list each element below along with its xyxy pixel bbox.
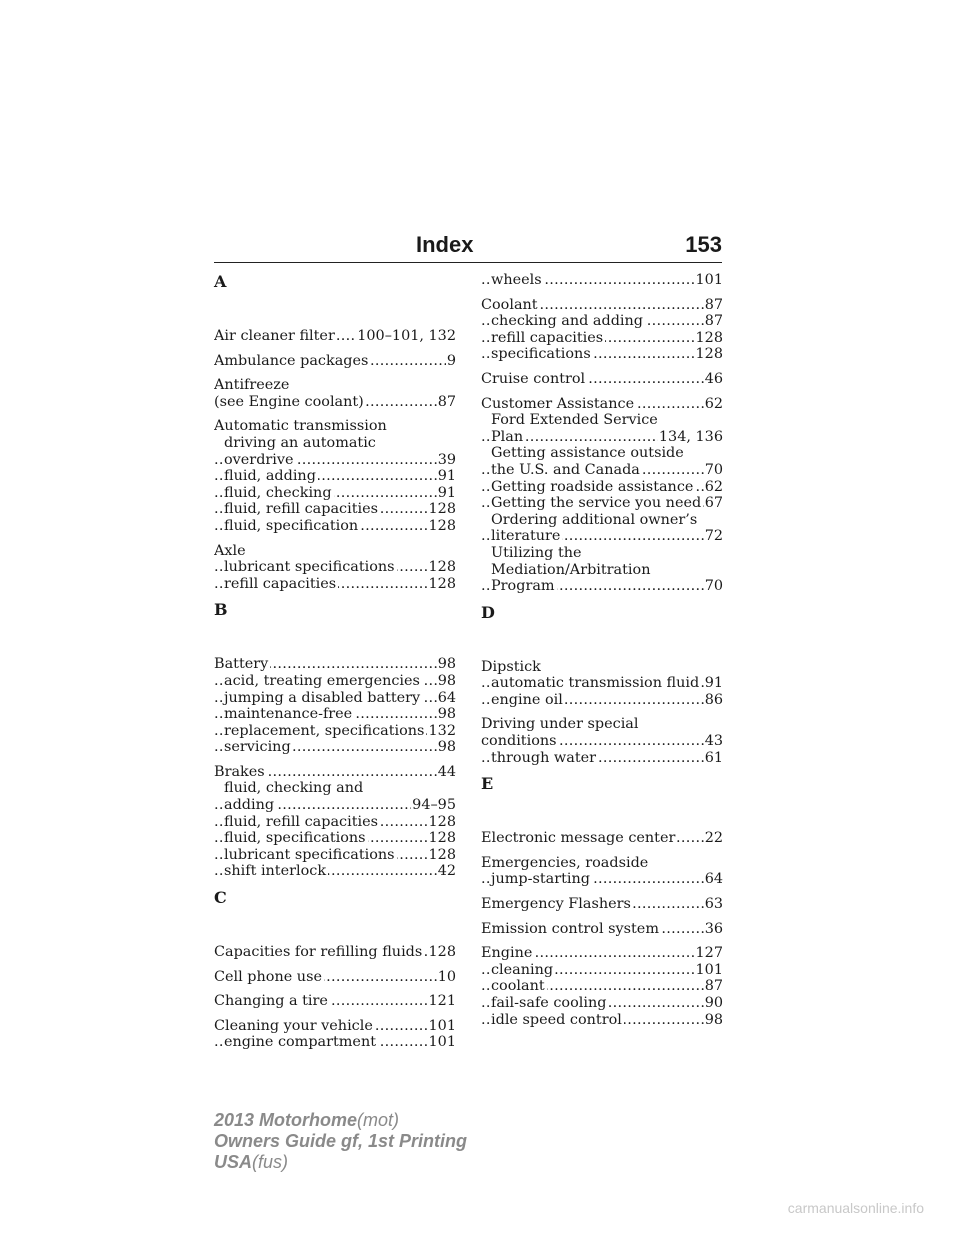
index-entry-line [214,656,456,673]
index-subentry [214,1034,456,1051]
entry-page-ref[interactable]: 127 [695,945,723,962]
entry-text: jumping a disabled battery [224,689,421,706]
entry-text: fluid, checking [224,484,332,501]
index-subentry [214,847,456,864]
index-subentry [481,675,723,692]
entry-text: Plan [491,428,524,445]
entry-page-ref[interactable]: 67 [704,495,723,512]
footer-model-code: (mot) [357,1110,400,1130]
entry-text: Getting the service you need [491,495,702,512]
entry-page-ref[interactable]: 128 [428,944,456,961]
entry-page-ref[interactable]: 87 [704,313,723,330]
index-entry [481,297,723,363]
index-subentry [481,562,723,579]
entry-page-ref[interactable]: 64 [704,871,723,888]
index-subentry [214,780,456,797]
index-entry-line [481,659,723,676]
index-subentry [481,462,723,479]
index-entry-line [481,733,723,750]
entry-page-ref[interactable]: 128 [428,813,456,830]
index-subentry [481,750,723,767]
index-subentry [481,429,723,446]
index-subentry [481,330,723,347]
entry-page-ref[interactable]: 98 [437,656,456,673]
entry-page-ref[interactable]: 94–95 [412,797,456,814]
index-subentry [481,272,723,289]
section-letter: A [214,272,227,291]
entry-page-ref[interactable]: 91 [437,468,456,485]
section-letter: D [481,602,495,622]
index-entry-line [481,396,723,413]
index-subentry [214,723,456,740]
index-entry [214,377,456,410]
entry-text: fluid, refill capacities [224,501,378,518]
entry-page-ref[interactable]: 128 [428,830,456,847]
entry-page-ref[interactable]: 36 [704,920,723,937]
entry-text: coolant [491,978,545,995]
entry-page-ref[interactable]: 132 [428,722,456,739]
entry-text: Mediation/Arbitration [491,561,651,578]
index-subentry [214,559,456,576]
entry-text: fail-safe cooling [491,995,607,1011]
entry-page-ref[interactable]: 128 [428,517,456,534]
entry-page-ref[interactable]: 100–101, 132 [357,328,456,344]
entry-text: lubricant specifications [224,559,395,576]
entry-page-ref[interactable]: 134, 136 [658,428,723,445]
entry-page-ref[interactable]: 42 [437,863,456,880]
index-entry-line [214,969,456,986]
entry-text: Emission control system [481,920,659,937]
entry-page-ref[interactable]: 101 [428,1034,456,1051]
footer-market: USA [214,1152,253,1172]
entry-text: servicing [224,739,291,756]
entry-page-ref[interactable]: 22 [704,830,723,847]
entry-page-ref[interactable]: 128 [428,501,456,518]
entry-text: Dipstick [481,658,541,675]
index-entry [214,353,456,370]
index-subentry [481,962,723,979]
entry-page-ref[interactable]: 63 [704,896,723,913]
entry-page-ref[interactable]: 128 [428,575,456,592]
index-entry-line [481,855,723,872]
entry-page-ref[interactable]: 46 [704,370,723,387]
index-subentry [214,485,456,502]
entry-text: replacement, specifications [224,722,425,739]
entry-text: Utilizing the [491,544,582,561]
index-subentry [481,495,723,512]
index-subentry [481,528,723,545]
entry-page-ref[interactable]: 101 [695,272,723,288]
entry-text: Coolant [481,296,538,313]
entry-text: specifications [491,346,591,363]
entry-text: checking and adding [491,313,644,330]
entry-page-ref[interactable]: 39 [437,451,456,468]
entry-page-ref[interactable]: 43 [704,733,723,750]
index-entry [214,656,456,756]
index-subentry [214,435,456,452]
index-entry-line [214,1018,456,1035]
index-subentry [481,512,723,529]
index-entry-line [214,353,456,370]
index-entry-line [481,896,723,913]
entry-page-ref[interactable]: 128 [428,559,456,576]
entry-page-ref[interactable]: 98 [437,672,456,689]
entry-text: shift interlock [224,863,327,880]
entry-text: lubricant specifications [224,846,395,863]
footer [214,1110,467,1173]
index-subentry [214,518,456,535]
entry-text: refill capacities [491,329,604,346]
index-entry-line [214,418,456,435]
index-entry-line [214,328,456,345]
section-letter: B [214,600,228,620]
index-entry [214,993,456,1010]
entry-page-ref[interactable]: 9 [446,352,456,369]
index-subentry [214,739,456,756]
entry-text: Emergency Flashers [481,896,631,913]
entry-page-ref[interactable]: 121 [428,993,456,1010]
index-entry [214,1018,456,1051]
entry-text: Brakes [214,763,265,780]
index-subentry [214,797,456,814]
index-subentry [214,576,456,593]
index-column-left [214,272,456,1059]
entry-page-ref[interactable]: 70 [704,578,723,595]
index-entry-line [214,993,456,1010]
index-subentry [481,479,723,496]
index-entry-line [214,944,456,961]
entry-page-ref[interactable]: 72 [704,528,723,545]
entry-page-ref[interactable]: 98 [437,739,456,756]
index-subentry [481,412,723,429]
entry-text: maintenance-free [224,706,353,723]
index-entry-line [214,543,456,560]
index-entry-line [214,764,456,781]
index-subentry [214,452,456,469]
entry-text: literature [491,528,561,545]
index-subentry [481,445,723,462]
entry-page-ref[interactable]: 87 [704,978,723,995]
index-subentry [481,313,723,330]
entry-page-ref[interactable]: 128 [695,329,723,346]
index-entry [481,659,723,709]
entry-text: Ordering additional owner’s [491,511,698,528]
index-subentry [481,978,723,995]
entry-text: Axle [214,542,246,559]
entry-text: Getting assistance outside [491,445,684,462]
index-entry [481,896,723,913]
index-entry [481,855,723,888]
footer-model: 2013 Motorhome [214,1110,358,1130]
entry-page-ref[interactable]: 91 [704,675,723,692]
entry-text: Ambulance packages [214,352,369,369]
index-entry [481,830,723,847]
entry-text: fluid, specifications [224,830,366,847]
entry-text: Air cleaner filter [214,328,335,344]
entry-text: Cruise control [481,370,586,387]
index-entry-line [481,371,723,388]
index-subentry [214,814,456,831]
index-subentry [214,468,456,485]
entry-text: through water [491,749,596,766]
index-subentry [481,1012,723,1029]
entry-text: Capacities for refilling fluids [214,944,423,961]
entry-page-ref[interactable]: 44 [437,763,456,780]
index-entry [481,371,723,388]
entry-text: fluid, refill capacities [224,813,378,830]
entry-text: Customer Assistance [481,395,635,412]
entry-text: Antifreeze [214,377,290,394]
entry-text: jump-starting [491,871,590,888]
index-entry-line [214,377,456,394]
footer-guide: Owners Guide gf, 1st Printing [214,1131,468,1151]
entry-page-ref[interactable]: 128 [695,346,723,363]
entry-text: fluid, specification [224,517,359,534]
entry-text: Electronic message center [481,830,676,847]
entry-text: engine oil [491,691,563,708]
entry-text: Engine [481,945,533,962]
entry-text: wheels [491,272,542,288]
entry-page-ref[interactable]: 87 [437,393,456,410]
index-subentry [214,501,456,518]
entry-text: Automatic transmission [214,418,387,435]
page-header [214,228,722,263]
entry-page-ref[interactable]: 101 [695,961,723,978]
entry-page-ref[interactable]: 70 [704,461,723,478]
index-entry-line [481,921,723,938]
entry-text: the U.S. and Canada [491,461,640,478]
entry-text: Cleaning your vehicle [214,1017,373,1034]
section-letter: C [214,888,227,908]
index-entry [481,272,723,289]
index-entry-line [481,945,723,962]
entry-page-ref[interactable]: 98 [437,706,456,723]
page-number: 153 [685,232,722,257]
footer-market-code: (fus) [252,1152,289,1172]
entry-text: (see Engine coolant) [214,393,364,410]
entry-page-ref[interactable]: 128 [428,846,456,863]
entry-text: overdrive [224,451,294,468]
entry-page-ref[interactable]: 101 [428,1017,456,1034]
entry-text: Changing a tire [214,993,328,1010]
index-entry [214,328,456,345]
index-entry [481,716,723,766]
index-subentry [481,871,723,888]
section-letter: E [481,774,494,794]
entry-page-ref[interactable]: 98 [704,1011,723,1028]
entry-text: Program [491,578,555,595]
entry-page-ref[interactable]: 90 [704,995,723,1011]
index-entry [214,764,456,880]
index-entry [481,396,723,595]
index-subentry [481,545,723,562]
entry-text: Cell phone use [214,968,322,985]
entry-text: Getting roadside assistance [491,478,694,495]
entry-text: automatic transmission fluid [491,675,700,692]
index-entry-line [481,830,723,847]
index-subentry [481,692,723,709]
index-entry [481,921,723,938]
watermark: carmanualsonline.info [787,1200,924,1216]
entry-page-ref[interactable]: 64 [437,689,456,706]
entry-page-ref[interactable]: 91 [437,484,456,501]
entry-text: adding [224,797,275,814]
index-subentry [481,995,723,1012]
entry-text: cleaning [491,961,554,978]
entry-text: conditions [481,733,557,750]
index-entry-line [481,297,723,314]
entry-text: fluid, adding [224,468,316,485]
entry-page-ref[interactable]: 86 [704,691,723,708]
entry-text: Driving under special [481,716,639,733]
page-title: Index [416,232,474,257]
entry-text: driving an automatic [224,434,376,451]
index-subentry [214,673,456,690]
index-entry [214,969,456,986]
index-entry-line [214,394,456,411]
entry-text: engine compartment [224,1034,376,1051]
entry-page-ref[interactable]: 62 [704,478,723,495]
index-entry [214,944,456,961]
entry-page-ref[interactable]: 87 [704,296,723,313]
index-subentry [214,690,456,707]
index-entry [214,543,456,593]
index-entry [481,945,723,1028]
index-subentry [214,863,456,880]
entry-text: fluid, checking and [224,780,364,797]
index-entry [214,418,456,534]
entry-text: refill capacities [224,575,337,592]
index-subentry [481,346,723,363]
index-subentry [214,706,456,723]
entry-page-ref[interactable]: 62 [704,395,723,412]
entry-text: Emergencies, roadside [481,854,649,871]
index-subentry [481,578,723,595]
entry-page-ref[interactable]: 10 [437,968,456,985]
index-entry-line [481,716,723,733]
entry-text: idle speed control [491,1011,622,1028]
index-column-right [481,272,723,1036]
entry-text: Ford Extended Service [491,412,658,429]
entry-page-ref[interactable]: 61 [704,749,723,766]
entry-text: Battery [214,656,269,673]
entry-text: acid, treating emergencies [224,672,420,689]
index-subentry [214,830,456,847]
